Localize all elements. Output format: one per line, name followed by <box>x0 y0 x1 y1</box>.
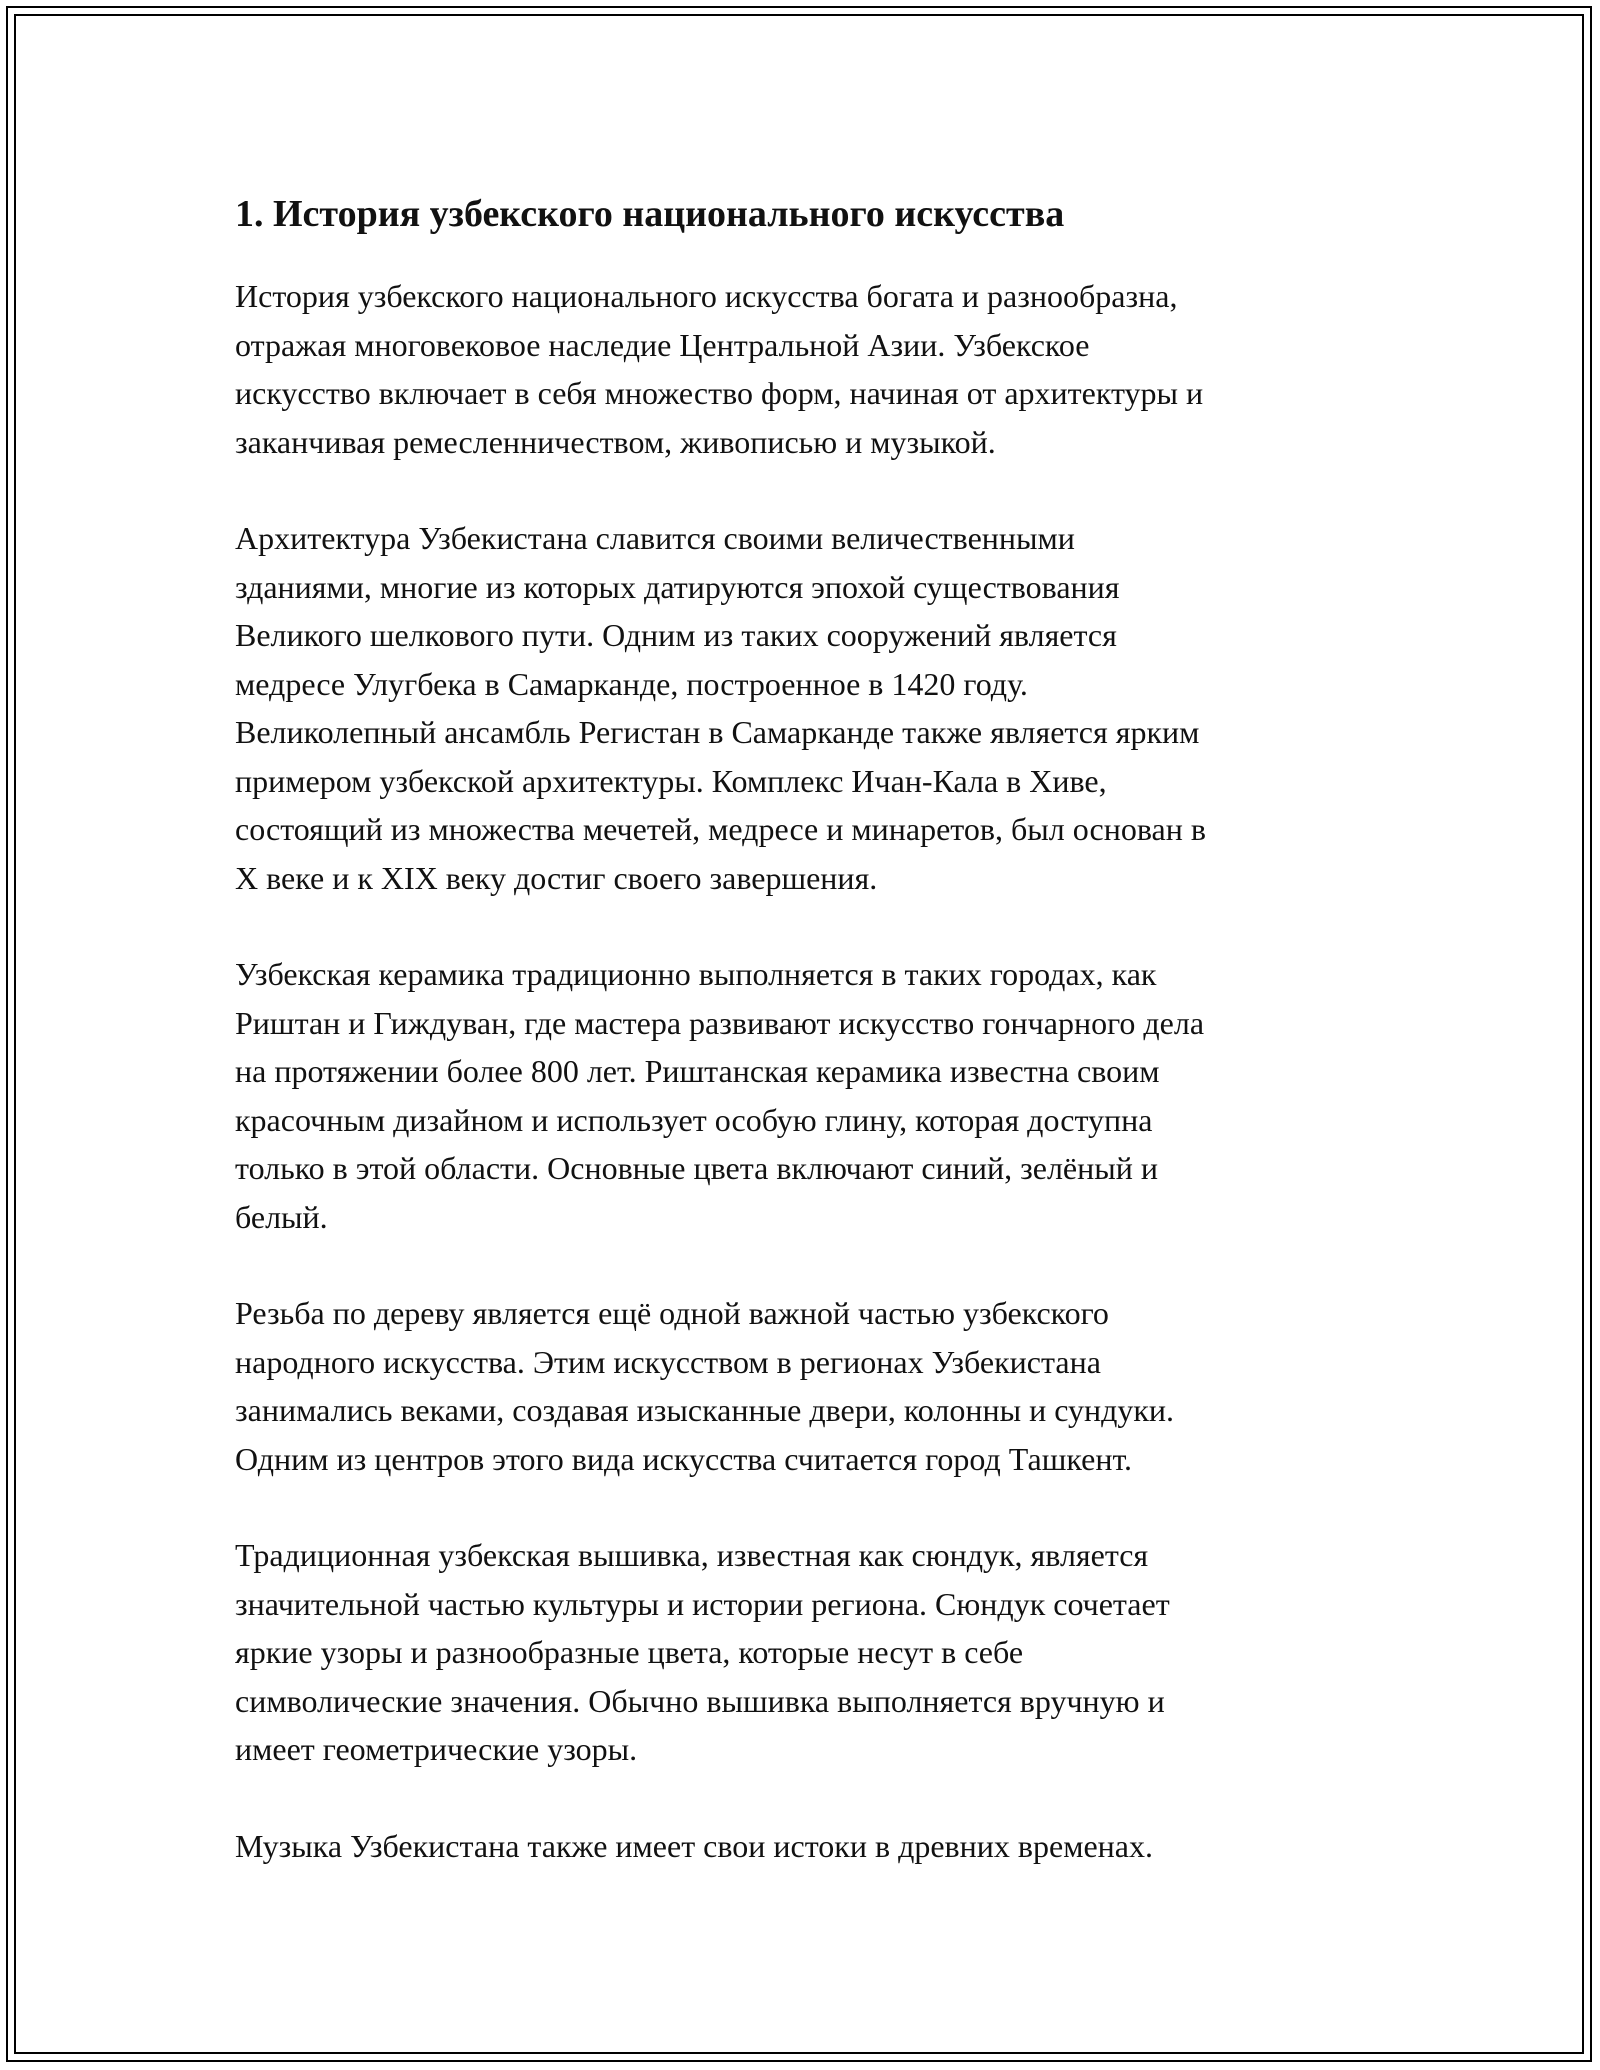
document-body <box>235 186 1365 1918</box>
paragraph-music: Музыка Узбекистана также имеет свои истоки в древних временах. <box>235 1827 1153 1864</box>
paragraph-intro: История узбекского национального искусства богата и разнообразна, отражая многовековое наследие Центральной Азии. Узбекское искусство включает в себя множество форм, начиная от архитектуры и заканчивая ремесленничеством, живописью и музыкой. <box>235 278 1204 460</box>
paragraph-ceramics: Узбекская керамика традиционно выполняется в таких городах, как Риштан и Гиждуван, где мастера развивают искусство гончарного дела на протяжении более 800 лет. Риштанская керамика известна своим красочным дизайном и использует особую глину, которая доступна только в этой области. Основные цвета включают синий, зелёный и белый. <box>235 956 1205 1235</box>
paragraph-embroidery: Традиционная узбекская вышивка, известная как сюндук, является значительной частью культуры и истории региона. Сюндук сочетает яркие узоры и разнообразные цвета, которые несут в себе символические значения. Обычно вышивка выполняется вручную и имеет геометрические узоры. <box>235 1537 1170 1767</box>
paragraph-woodcarving: Резьба по дереву является ещё одной важной частью узбекского народного искусства. Этим искусством в регионах Узбекистана занимались веками, создавая изысканные двери, колонны и сундуки. Одним из центров этого вида искусства считается город Ташкент. <box>235 1295 1175 1477</box>
section-heading: 1. История узбекского национального искусства <box>235 193 1065 235</box>
paragraph-architecture: Архитектура Узбекистана славится своими величественными зданиями, многие из которых датируются эпохой существования Великого шелкового пути. Одним из таких сооружений является медресе Улугбека в Самарканде, построенное в 1420 году. Великолепный ансамбль Регистан в Самарканде также является ярким примером узбекской архитектуры. Комплекс Ичан-Кала в Хиве, состоящий из множества мечетей, медресе и минаретов, был основан в X веке и к XIX веку достиг своего завершения. <box>235 520 1206 896</box>
